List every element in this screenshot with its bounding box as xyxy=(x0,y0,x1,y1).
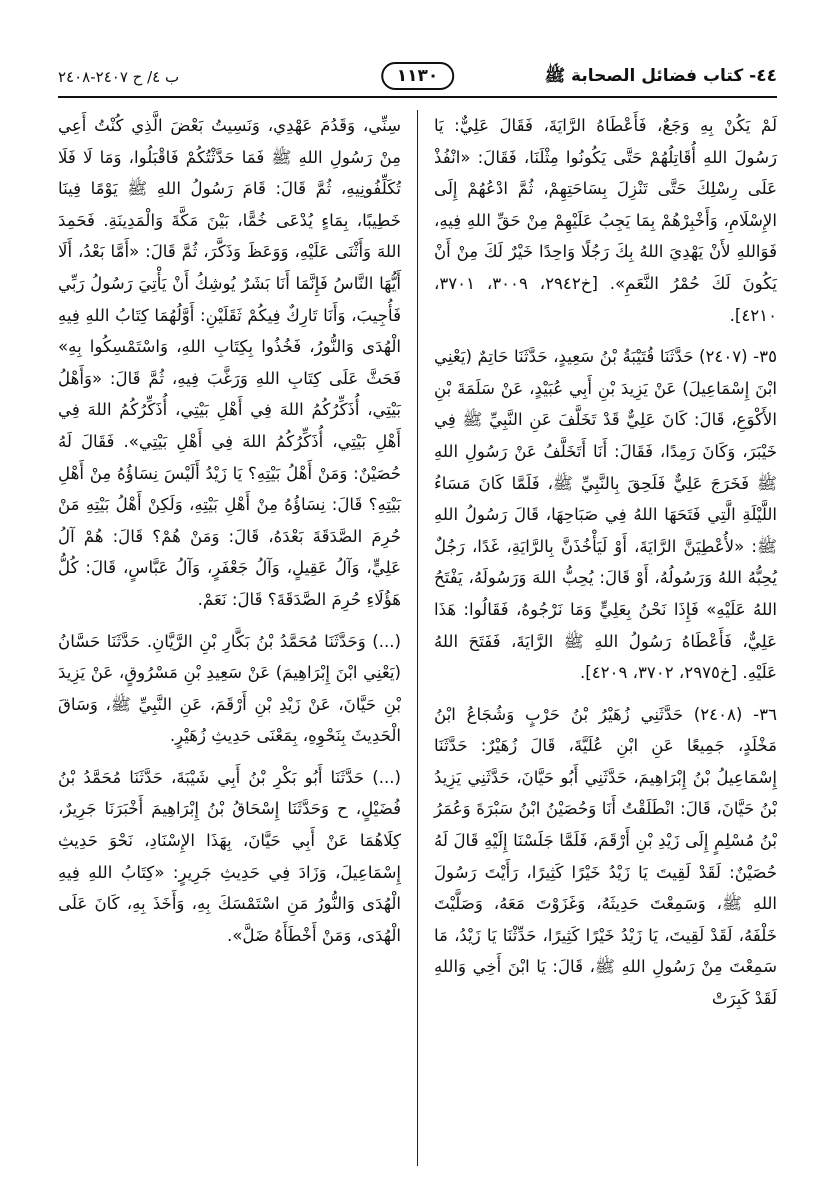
column-divider xyxy=(417,110,418,1166)
paragraph: سِنِّي، وَقَدُمَ عَهْدِي، وَنَسِيتُ بَعْضَ الَّذِي كُنْتُ أَعِي مِنْ رَسُولِ اللهِ ﷺ فَمَا حَدَّثْتُكُمْ فَاقْبَلُوا، وَمَا لَا فَلَا تُكَلِّفُونِيهِ، ثُمَّ قَالَ: قَامَ رَسُولُ اللهِ ﷺ يَوْمًا فِينَا خَطِيبًا، بِمَاءٍ يُدْعَى خُمًّا، بَيْنَ مَكَّةَ وَالْمَدِينَةِ. فَحَمِدَ اللهَ وَأَثْنَى عَلَيْهِ، وَوَعَظَ وَذَكَّرَ، ثُمَّ قَالَ: «أَمَّا بَعْدُ، أَلَا أَيُّهَا النَّاسُ فَإِنَّمَا أَنَا بَشَرٌ يُوشِكُ أَنْ يَأْتِيَ رَسُولُ رَبِّي فَأُجِيبَ، وَأَنَا تَارِكٌ فِيكُمْ ثَقَلَيْنِ: أَوَّلُهُمَا كِتَابُ اللهِ فِيهِ الْهُدَى وَالنُّورُ، فَخُذُوا بِكِتَابِ اللهِ، وَاسْتَمْسِكُوا بِهِ» فَحَثَّ عَلَى كِتَابِ اللهِ وَرَغَّبَ فِيهِ، ثُمَّ قَالَ: «وَأَهْلُ بَيْتِي، أُذَكِّرُكُمُ اللهَ فِي أَهْلِ بَيْتِي، أُذَكِّرُكُمُ اللهَ فِي أَهْلِ بَيْتِي، أُذَكِّرُكُمُ اللهَ فِي أَهْلِ بَيْتِي». فَقَالَ لَهُ حُصَيْنٌ: وَمَنْ أَهْلُ بَيْتِهِ؟ يَا زَيْدُ أَلَيْسَ نِسَاؤُهُ مِنْ أَهْلِ بَيْتِهِ؟ قَالَ: نِسَاؤُهُ مِنْ أَهْلِ بَيْتِهِ، وَلَكِنْ أَهْلُ بَيْتِهِ مَنْ حُرِمَ الصَّدَقَةَ بَعْدَهُ، قَالَ: وَمَنْ هُمْ؟ قَالَ: هُمْ آلُ عَلِيٍّ، وَآلُ عَقِيلٍ، وَآلُ جَعْفَرٍ، وَآلُ عَبَّاسٍ، قَالَ: كُلُّ هَؤُلَاءِ حُرِمَ الصَّدَقَةَ؟ قَالَ: نَعَمْ. xyxy=(58,116,402,609)
text-columns xyxy=(58,110,777,1166)
paragraph: (...) وَحَدَّثَنَا مُحَمَّدُ بْنُ بَكَّارِ بْنِ الرَّيَّانِ. حَدَّثَنَا حَسَّانُ (يَعْنِي ابْنَ إِبْرَاهِيمَ) عَنْ سَعِيدِ بْنِ مَسْرُوقٍ، عَنْ يَزِيدَ بْنِ حَيَّانَ، عَنْ زَيْدِ بْنِ أَرْقَمَ، عَنِ النَّبِيِّ ﷺ، وَسَاقَ الْحَدِيثَ بِنَحْوِهِ، بِمَعْنَى حَدِيثِ زُهَيْرٍ. xyxy=(58,631,402,746)
paragraph: لَمْ يَكُنْ بِهِ وَجَعٌ، فَأَعْطَاهُ الرَّايَةَ، فَقَالَ عَلِيٌّ: يَا رَسُولَ اللهِ أُقَاتِلُهُمْ حَتَّى يَكُونُوا مِثْلَنَا، فَقَالَ: «انْفُذْ عَلَى رِسْلِكَ حَتَّى تَنْزِلَ بِسَاحَتِهِمْ، ثُمَّ ادْعُهُمْ إِلَى الإِسْلَامِ، وَأَخْبِرْهُمْ بِمَا يَجِبُ عَلَيْهِمْ مِنْ حَقِّ اللهِ فِيهِ، فَوَاللهِ لأَنْ يَهْدِيَ اللهُ بِكَ رَجُلًا وَاحِدًا خَيْرٌ لَكَ مِنْ أَنْ يَكُونَ لَكَ حُمْرُ النَّعَمِ». [خ٢٩٤٢، ٣٠٠٩، ٣٧٠١، ٤٢١٠]. xyxy=(434,116,777,325)
chapter-title: ٤٤- كتاب فضائل الصحابة ﷺ xyxy=(544,65,777,86)
left-column xyxy=(58,110,401,1166)
page-header xyxy=(58,58,777,98)
paragraph: (...) حَدَّثَنَا أَبُو بَكْرِ بْنُ أَبِي شَيْبَةَ، حَدَّثَنَا مُحَمَّدُ بْنُ فُضَيْلٍ، ح وَحَدَّثَنَا إِسْحَاقُ بْنُ إِبْرَاهِيمَ أَخْبَرَنَا جَرِيرٌ، كِلَاهُمَا عَنْ أَبِي حَيَّانَ، بِهَذَا الإِسْنَادِ، نَحْوَ حَدِيثِ إِسْمَاعِيلَ، وَزَادَ فِي حَدِيثِ جَرِيرٍ: «كِتَابُ اللهِ فِيهِ الْهُدَى وَالنُّورُ مَنِ اسْتَمْسَكَ بِهِ، وَأَخَذَ بِهِ، كَانَ عَلَى الْهُدَى، وَمَنْ أَخْطَأَهُ ضَلَّ». xyxy=(58,767,402,945)
page-number: ١١٣٠ xyxy=(381,62,455,90)
right-column xyxy=(434,110,777,1166)
hadith-reference: ب ٤/ ح ٢٤٠٧-٢٤٠٨ xyxy=(58,68,180,86)
hadith-35: ٣٥- (٢٤٠٧) حَدَّثَنَا قُتَيْبَةُ بْنُ سَعِيدٍ، حَدَّثَنَا حَاتِمٌ (يَعْنِي ابْنَ إِسْمَاعِيلَ) عَنْ يَزِيدَ بْنِ أَبِي عُبَيْدٍ، عَنْ سَلَمَةَ بْنِ الأَكْوَعِ، قَالَ: كَانَ عَلِيٌّ قَدْ تَخَلَّفَ عَنِ النَّبِيِّ ﷺ فِي خَيْبَرَ، وَكَانَ رَمِدًا، فَقَالَ: أَنَا أَتَخَلَّفُ عَنْ رَسُولِ اللهِ ﷺ فَخَرَجَ عَلِيٌّ فَلَحِقَ بِالنَّبِيِّ ﷺ، فَلَمَّا كَانَ مَسَاءُ اللَّيْلَةِ الَّتِي فَتَحَهَا اللهُ فِي صَبَاحِهَا، قَالَ رَسُولُ اللهِ ﷺ: «لأُعْطِيَنَّ الرَّايَةَ، أَوْ لَيَأْخُذَنَّ بِالرَّايَةِ، غَدًا، رَجُلٌ يُحِبُّهُ اللهُ وَرَسُولُهُ، أَوْ قَالَ: يُحِبُّ اللهَ وَرَسُولَهُ، يَفْتَحُ اللهُ عَلَيْهِ» فَإِذَا نَحْنُ بِعَلِيٍّ وَمَا نَرْجُوهُ، فَقَالُوا: هَذَا عَلِيٌّ، فَأَعْطَاهُ رَسُولُ اللهِ ﷺ الرَّايَةَ، فَفَتَحَ اللهُ عَلَيْهِ. [خ٢٩٧٥، ٣٧٠٢، ٤٢٠٩]. xyxy=(434,347,777,683)
hadith-36: ٣٦- (٢٤٠٨) حَدَّثَنِي زُهَيْرُ بْنُ حَرْبٍ وَشُجَاعُ ابْنُ مَخْلَدٍ، جَمِيعًا عَنِ ابْنِ عُلَيَّةَ، قَالَ زُهَيْرٌ: حَدَّثَنَا إِسْمَاعِيلُ بْنُ إِبْرَاهِيمَ، حَدَّثَنِي أَبُو حَيَّانَ، حَدَّثَنِي يَزِيدُ بْنُ حَيَّانَ، قَالَ: انْطَلَقْتُ أَنَا وَحُصَيْنُ ابْنُ سَبْرَةَ وَعُمَرُ بْنُ مُسْلِمٍ إِلَى زَيْدِ بْنِ أَرْقَمَ، فَلَمَّا جَلَسْنَا إِلَيْهِ قَالَ لَهُ حُصَيْنٌ: لَقَدْ لَقِيتَ يَا زَيْدُ خَيْرًا كَثِيرًا، رَأَيْتَ رَسُولَ اللهِ ﷺ، وَسَمِعْتَ حَدِيثَهُ، وَغَزَوْتَ مَعَهُ، وَصَلَّيْتَ خَلْفَهُ، لَقَدْ لَقِيتَ، يَا زَيْدُ خَيْرًا كَثِيرًا، حَدِّثْنَا يَا زَيْدُ، مَا سَمِعْتَ مِنْ رَسُولِ اللهِ ﷺ، قَالَ: يَا ابْنَ أَخِي وَاللهِ لَقَدْ كَبِرَتْ xyxy=(434,704,777,1009)
